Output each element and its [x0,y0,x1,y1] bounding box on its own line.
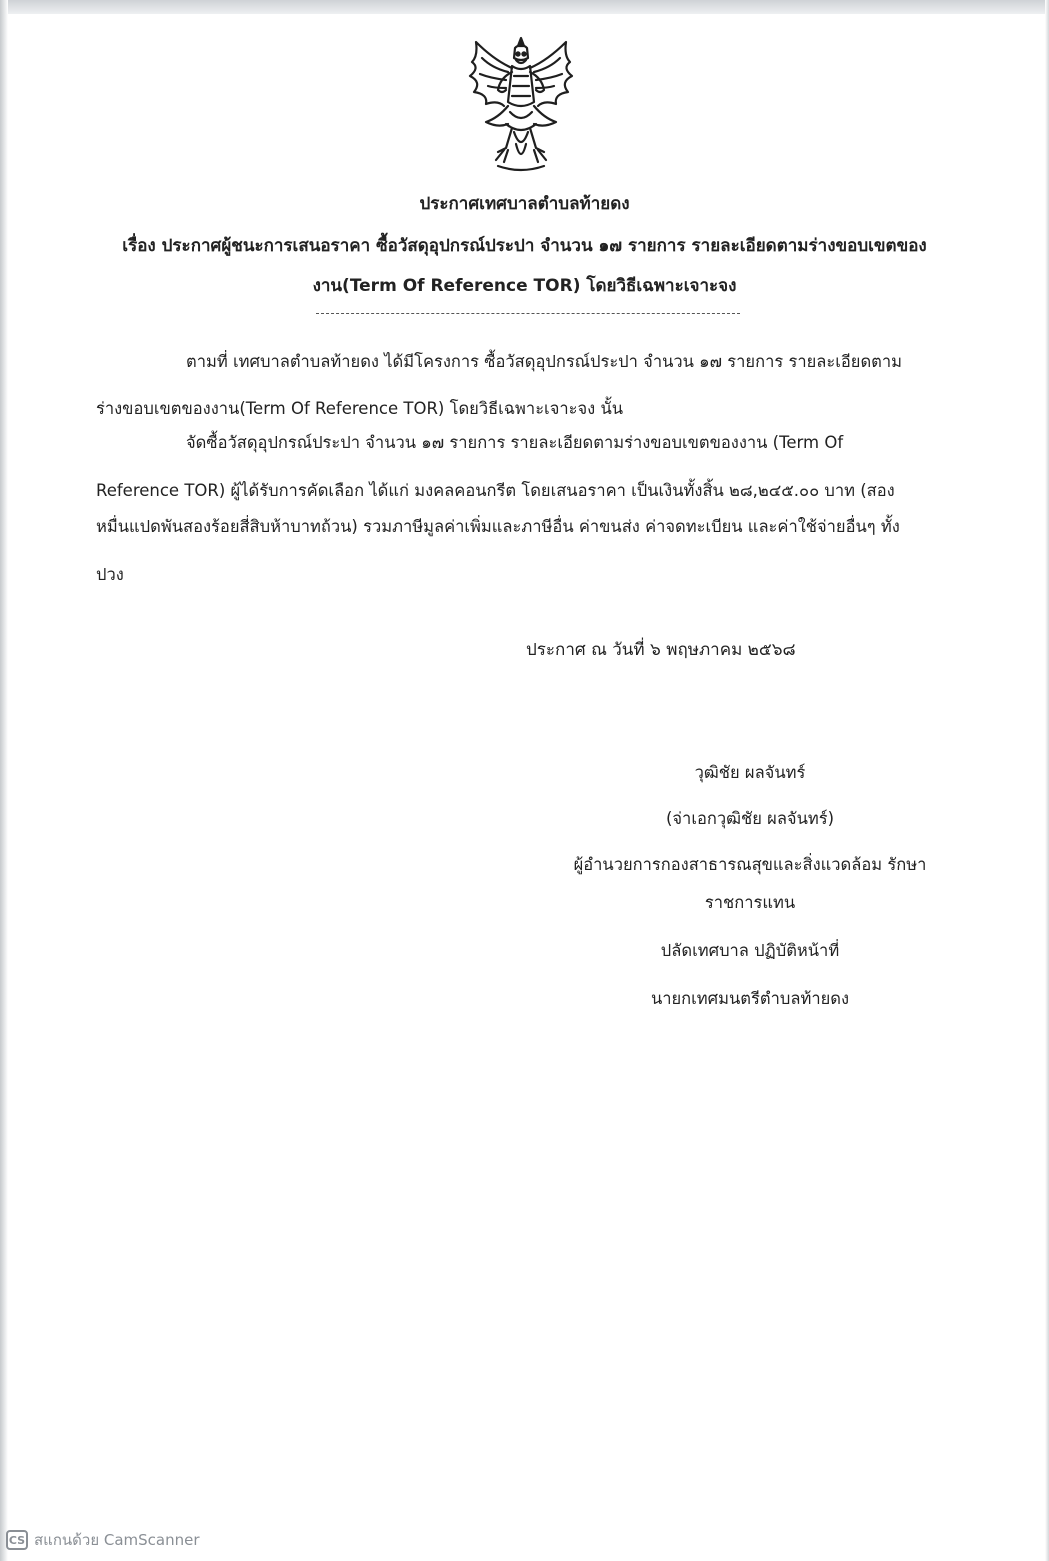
scan-edge-right [1045,0,1049,1561]
camscanner-text: สแกนด้วย CamScanner [34,1531,200,1549]
signature-position-line-4: นายกเทศมนตรีตำบลท้ายดง [650,989,850,1008]
announcement-subject-line-2: งาน(Term Of Reference TOR) โดยวิธีเฉพาะเจาะจง [312,276,737,296]
paragraph-2-line-3: หมื่นแปดพันสองร้อยสี่สิบห้าบาทถ้วน) รวมภาษีมูลค่าเพิ่มและภาษีอื่น ค่าขนส่ง ค่าจดทะเบียน และค่าใช้จ่ายอื่นๆ ทั้ง [96,517,900,536]
signature-position-line-2: ราชการแทน [704,893,796,912]
paragraph-2-line-1: จัดซื้อวัสดุอุปกรณ์ประปา จำนวน ๑๗ รายการ รายละเอียดตามร่างขอบเขตของงาน (Term Of [186,433,844,452]
scan-edge-left [0,0,8,1561]
signature-position-line-3: ปลัดเทศบาล ปฏิบัติหน้าที่ [660,941,840,960]
dashed-separator [316,313,740,314]
camscanner-watermark [6,1529,200,1551]
paragraph-2-line-4: ปวง [96,565,124,584]
camscanner-logo-icon: CS [6,1530,28,1550]
announcement-date: ประกาศ ณ วันที่ ๖ พฤษภาคม ๒๕๖๘ [526,640,796,660]
signature-position-line-1: ผู้อำนวยการกองสาธารณสุขและสิ่งแวดล้อม รักษา [573,855,927,874]
announcement-title: ประกาศเทศบาลตำบลท้ายดง [419,194,630,214]
paragraph-1-line-1: ตามที่ เทศบาลตำบลท้ายดง ได้มีโครงการ ซื้อวัสดุอุปกรณ์ประปา จำนวน ๑๗ รายการ รายละเอียดตาม [186,352,903,371]
paragraph-1-line-2: ร่างขอบเขตของงาน(Term Of Reference TOR) โดยวิธีเฉพาะเจาะจง นั้น [96,399,624,418]
signature-full-name: (จ่าเอกวุฒิชัย ผลจันทร์) [665,809,835,828]
garuda-emblem-icon [458,32,584,178]
paragraph-2-line-2: Reference TOR) ผู้ได้รับการคัดเลือก ได้แก่ มงคลคอนกรีต โดยเสนอราคา เป็นเงินทั้งสิ้น ๒๘,๒๔๕.๐๐ บาท (สอง [96,481,895,500]
signature-name: วุฒิชัย ผลจันทร์ [694,763,806,782]
announcement-subject-line-1: เรื่อง ประกาศผู้ชนะการเสนอราคา ซื้อวัสดุอุปกรณ์ประปา จำนวน ๑๗ รายการ รายละเอียดตามร่างขอบเขตของ [122,236,927,256]
scan-edge-top [0,0,1049,14]
